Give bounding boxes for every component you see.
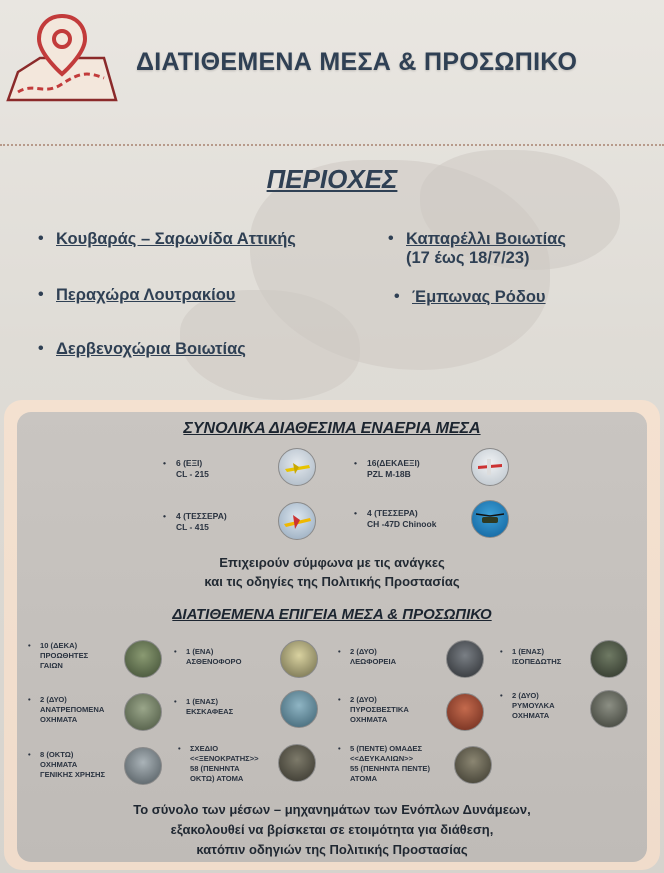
grader-icon <box>590 640 628 678</box>
air-item: • 4 (ΤΕΣΣΕΡΑ) CL - 415 <box>163 511 227 532</box>
footer-note: Το σύνολο των μέσων – μηχανημάτων των Ενόπλων Δυνάμεων, εξακολουθεί να βρίσκεται σε ετοιμότητα για διάθεση, κατόπιν οδηγιών της Πολιτικής Προστασίας <box>133 802 531 857</box>
resources-panel-inner <box>17 412 647 862</box>
ground-item: • 2 (ΔΥΟ) ΑΝΑΤΡΕΠΟΜΕΝΑ ΟΧΗΜΑΤΑ <box>28 695 105 724</box>
ground-item: • ΣΧΕΔΙΟ <<ΞΕΝΟΚΡΑΤΗΣ>> 58 (ΠΕΝΗΝΤΑ ΟΚΤΩ) ΑΤΟΜΑ <box>178 744 259 783</box>
air-item: • 16(ΔΕΚΑΕΞΙ) PZL M-18B <box>354 458 420 479</box>
region-item: • Καπαρέλλι Βοιωτίας <box>388 230 566 248</box>
page-title: ΔΙΑΤΙΘΕΜΕΝΑ ΜΕΣΑ & ΠΡΟΣΩΠΙΚΟ <box>136 48 578 76</box>
dump-truck-icon <box>124 693 162 731</box>
plane-icon <box>278 448 316 486</box>
region-item: • Περαχώρα Λουτρακίου <box>38 286 236 304</box>
air-means-title: ΣΥΝΟΛΙΚΑ ΔΙΑΘΕΣΙΜΑ ΕΝΑΕΡΙΑ ΜΕΣΑ <box>183 420 481 437</box>
ground-item: • 2 (ΔΥΟ) ΠΥΡΟΣΒΕΣΤΙΚΑ ΟΧΗΜΑΤΑ <box>338 695 409 724</box>
region-item: • Έμπωνας Ρόδου <box>394 288 546 306</box>
regions-title: ΠΕΡΙΟΧΕΣ <box>266 164 398 194</box>
ground-item: • 2 (ΔΥΟ) ΛΕΩΦΟΡΕΙΑ <box>338 647 397 666</box>
divider <box>0 144 664 146</box>
ground-item: • 1 (ΕΝΑΣ) ΙΣΟΠΕΔΩΤΗΣ <box>500 647 562 666</box>
bulldozer-icon <box>124 640 162 678</box>
plane-icon <box>278 502 316 540</box>
bus-icon <box>446 640 484 678</box>
tow-truck-icon <box>590 690 628 728</box>
plane-icon <box>471 448 509 486</box>
helicopter-icon <box>471 500 509 538</box>
ground-item: • 1 (ΕΝΑΣ) ΕΚΣΚΑΦΕΑΣ <box>174 697 234 716</box>
fire-truck-icon <box>446 693 484 731</box>
ground-item: • 1 (ΕΝΑ) ΑΣΘΕΝΟΦΟΡΟ <box>174 647 242 666</box>
ground-item: • 8 (ΟΚΤΩ) ΟΧΗΜΑΤΑ ΓΕΝΙΚΗΣ ΧΡΗΣΗΣ <box>28 750 106 779</box>
air-item: • 4 (ΤΕΣΣΕΡΑ) CH -47D Chinook <box>354 508 437 529</box>
personnel-icon <box>454 746 492 784</box>
air-note: Επιχειρούν σύμφωνα με τις ανάγκες και τις οδηγίες της Πολιτικής Προστασίας <box>204 555 460 589</box>
region-date: (17 έως 18/7/23) <box>406 249 530 267</box>
map-pin-icon <box>4 12 120 108</box>
ambulance-icon <box>280 640 318 678</box>
region-item: • Κουβαράς – Σαρωνίδα Αττικής <box>38 230 296 248</box>
vehicle-icon <box>124 747 162 785</box>
ground-item: • 5 (ΠΕΝΤΕ) ΟΜΑΔΕΣ <<ΔΕΥΚΑΛΙΩΝ>> 55 (ΠΕΝΗΝΤΑ ΠΕΝΤΕ) ΑΤΟΜΑ <box>338 744 431 783</box>
air-item: • 6 (ΕΞΙ) CL - 215 <box>163 458 209 479</box>
excavator-icon <box>280 690 318 728</box>
header <box>0 0 664 145</box>
region-item: • Δερβενοχώρια Βοιωτίας <box>38 340 246 358</box>
ground-item: • 2 (ΔΥΟ) ΡΥΜΟΥΛΚΑ ΟΧΗΜΑΤΑ <box>500 691 555 720</box>
ground-item: • 10 (ΔΕΚΑ) ΠΡΟΩΘΗΤΕΣ ΓΑΙΩΝ <box>28 641 89 670</box>
personnel-icon <box>278 744 316 782</box>
ground-means-title: ΔΙΑΤΙΘΕΜΕΝΑ ΕΠΙΓΕΙΑ ΜΕΣΑ & ΠΡΟΣΩΠΙΚΟ <box>172 606 492 623</box>
